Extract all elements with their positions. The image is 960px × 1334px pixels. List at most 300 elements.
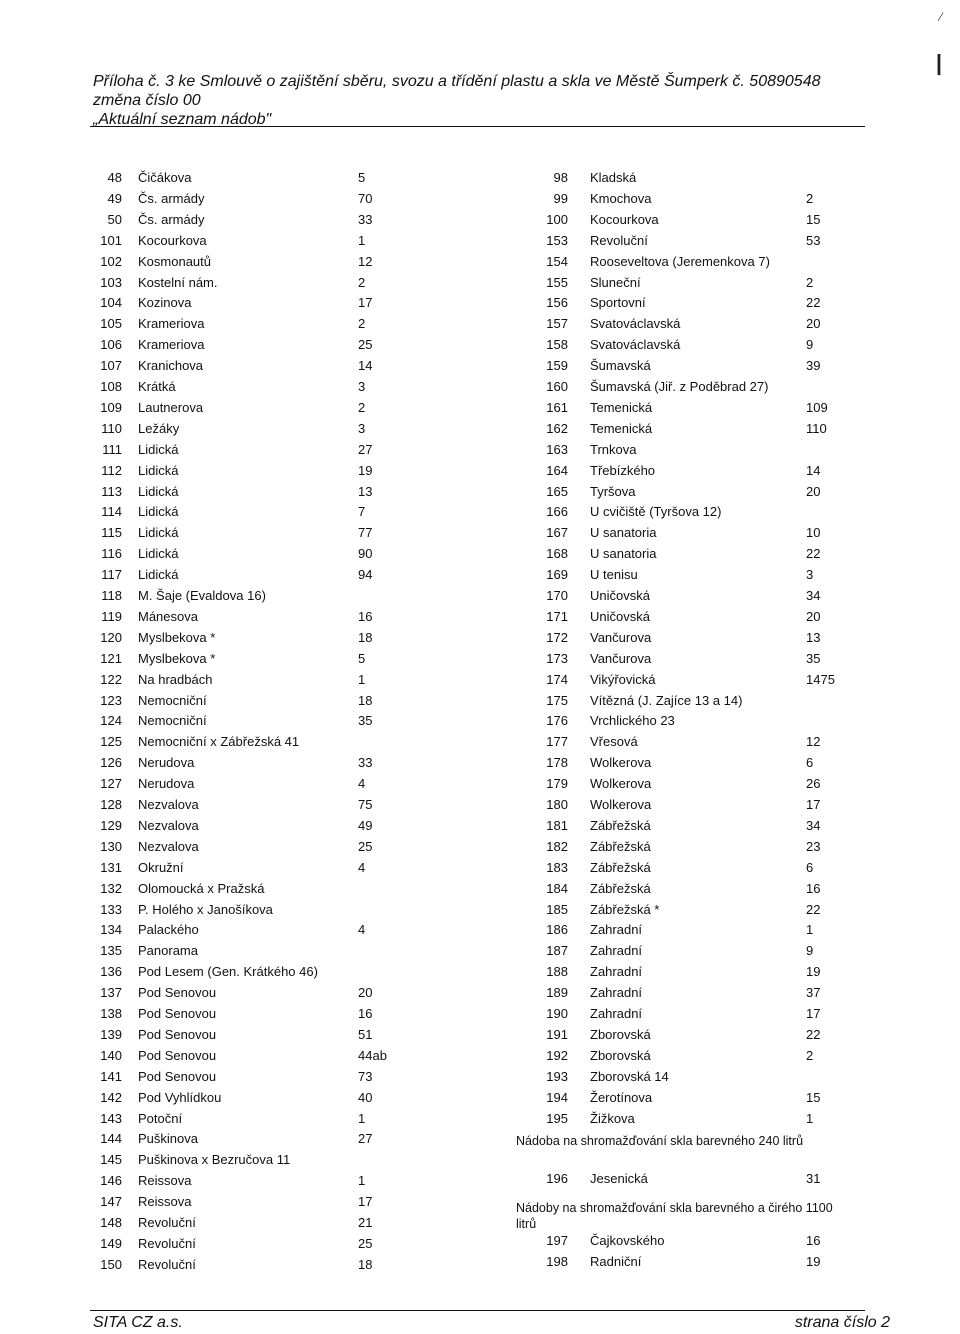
container-count: 6: [806, 859, 814, 875]
row-number: 185: [546, 901, 568, 917]
street-name: Zahradní: [590, 1006, 643, 1021]
row-number: 121: [100, 650, 122, 666]
row-number: 181: [546, 817, 568, 833]
row-number: 114: [101, 504, 122, 520]
table-row: [0, 523, 960, 543]
container-count: 35: [806, 650, 821, 666]
street-name: Čičákova: [138, 170, 192, 185]
container-count: 1: [806, 922, 814, 938]
container-count: 20: [806, 316, 821, 332]
row-number: 147: [100, 1194, 122, 1210]
row-number: 128: [100, 797, 122, 812]
table-row: [0, 607, 960, 627]
container-count: 73: [358, 1068, 373, 1084]
row-number: 187: [546, 943, 568, 959]
table-row: [0, 691, 960, 711]
row-number: 183: [546, 859, 568, 875]
table-row: [0, 774, 960, 794]
table-row: [0, 252, 960, 272]
street-name: Jesenická: [590, 1171, 648, 1187]
row-number: 150: [100, 1256, 122, 1272]
container-count: 49: [358, 817, 373, 833]
table-row: [0, 962, 960, 982]
street-name: Ležáky: [138, 420, 180, 436]
row-number: 144: [100, 1131, 122, 1147]
container-count: 18: [358, 629, 373, 645]
row-number: 108: [100, 379, 122, 394]
street-name: Vančurova: [590, 629, 652, 645]
row-number: 118: [101, 588, 122, 603]
street-name: Lidická: [138, 462, 179, 478]
row-number: 167: [546, 525, 568, 541]
street-name: Lidická: [138, 504, 179, 520]
container-count: 2: [806, 190, 814, 206]
table-row: [0, 983, 960, 1003]
row-number: 102: [100, 253, 122, 269]
row-number: 162: [546, 420, 568, 436]
row-number: 177: [546, 734, 568, 750]
row-number: 198: [546, 1253, 568, 1269]
container-count: 13: [358, 483, 373, 499]
street-name: Panorama: [138, 943, 198, 959]
container-count: 1: [358, 671, 366, 687]
container-count: 16: [358, 1006, 373, 1021]
container-count: 14: [806, 462, 821, 478]
street-name: Wolkerova: [590, 797, 652, 812]
street-name: Uničovská: [590, 608, 650, 624]
street-name: Revoluční: [138, 1215, 196, 1230]
container-count: 9: [806, 337, 814, 353]
container-count: 27: [358, 1131, 373, 1147]
container-count: 14: [358, 358, 373, 374]
container-count: 2: [806, 274, 814, 290]
table-row: [0, 210, 960, 230]
street-name: Zábřežská: [590, 817, 651, 833]
street-name: Puškinova x Bezručova 11: [138, 1152, 291, 1168]
table-row: [0, 1109, 960, 1129]
street-name: Kosmonautů: [138, 253, 211, 269]
row-number: 124: [100, 713, 122, 729]
container-count: 37: [806, 985, 821, 1001]
row-number: 116: [101, 546, 122, 562]
section-title-cont: litrů: [516, 1217, 537, 1232]
row-number: 196: [546, 1171, 568, 1187]
row-number: 197: [546, 1232, 568, 1248]
container-count: 19: [806, 1253, 821, 1269]
container-count: 2: [358, 399, 366, 415]
row-number: 98: [553, 170, 568, 185]
row-number: 123: [100, 692, 122, 708]
container-count: 16: [806, 880, 821, 896]
street-name: Šumavská (Jiř. z Poděbrad 27): [590, 379, 769, 394]
row-number: 168: [546, 546, 568, 562]
street-name: Svatováclavská: [590, 337, 681, 353]
street-name: Nemocniční: [138, 692, 207, 708]
container-count: 16: [358, 608, 373, 624]
row-number: 163: [546, 441, 568, 457]
container-count: 5: [358, 650, 366, 666]
container-count: 3: [806, 567, 814, 583]
street-name: Na hradbách: [138, 671, 213, 687]
row-number: 158: [546, 337, 568, 353]
row-number: 174: [546, 671, 568, 687]
street-name: Lidická: [138, 546, 179, 562]
row-number: 182: [546, 838, 568, 854]
street-name: Puškinova: [138, 1131, 198, 1147]
table-row: [0, 753, 960, 773]
street-name: Nerudova: [138, 755, 195, 771]
row-number: 161: [546, 399, 568, 415]
street-name: Pod Senovou: [138, 985, 217, 1001]
row-number: 137: [100, 985, 122, 1001]
row-number: 179: [546, 776, 568, 792]
street-name: Mánesova: [138, 608, 198, 624]
street-name: Potoční: [138, 1110, 183, 1126]
container-count: 17: [358, 295, 373, 311]
street-name: Tyršova: [590, 483, 636, 499]
row-number: 157: [546, 316, 568, 332]
container-count: 3: [358, 379, 366, 394]
row-number: 104: [100, 295, 122, 311]
row-number: 110: [101, 420, 122, 436]
street-name: Zborovská: [590, 1047, 651, 1063]
table-row: [0, 419, 960, 439]
table-row: [0, 565, 960, 585]
row-number: 178: [546, 755, 568, 771]
street-name: Třebízkého: [590, 462, 656, 478]
container-count: 22: [806, 1026, 821, 1042]
street-name: Pod Senovou: [138, 1047, 217, 1063]
street-name: Nemocniční x Zábřežská 41: [138, 734, 300, 750]
table-row: [0, 1004, 960, 1024]
row-number: 164: [546, 462, 568, 478]
table-row: [0, 879, 960, 899]
table-row: [0, 398, 960, 418]
row-number: 139: [100, 1026, 122, 1042]
table-row: [0, 1169, 960, 1189]
row-number: 180: [546, 797, 568, 812]
row-number: 130: [100, 838, 122, 854]
street-name: Zábřežská: [590, 880, 651, 896]
row-number: 148: [100, 1215, 122, 1230]
table-row: [0, 1046, 960, 1066]
row-number: 141: [100, 1068, 122, 1084]
street-name: Olomoucká x Pražská: [138, 880, 265, 896]
container-count: 33: [358, 211, 373, 227]
street-name: Žerotínova: [590, 1089, 653, 1105]
street-name: Reissova: [138, 1194, 192, 1210]
street-name: Vrchlického 23: [590, 713, 675, 729]
row-number: 169: [546, 567, 568, 583]
table-row: [0, 335, 960, 355]
container-count: 110: [806, 420, 827, 436]
street-name: Temenická: [590, 399, 653, 415]
row-number: 135: [100, 943, 122, 959]
row-number: 170: [546, 588, 568, 603]
row-number: 176: [546, 713, 568, 729]
street-name: Kocourkova: [138, 232, 207, 248]
street-name: Pod Senovou: [138, 1026, 217, 1042]
row-number: 138: [100, 1006, 122, 1021]
table-row: [0, 440, 960, 460]
table-row: [0, 356, 960, 376]
street-name: Lidická: [138, 567, 179, 583]
row-number: 143: [100, 1110, 122, 1126]
container-count: 31: [806, 1171, 821, 1187]
container-count: 16: [806, 1232, 821, 1248]
container-count: 4: [358, 776, 366, 792]
row-number: 48: [107, 170, 122, 185]
container-count: 21: [358, 1215, 373, 1230]
table-row: [0, 273, 960, 293]
container-count: 19: [806, 964, 821, 980]
row-number: 100: [546, 211, 568, 227]
container-count: 13: [806, 629, 821, 645]
street-name: Zahradní: [590, 922, 643, 938]
street-name: Revoluční: [138, 1235, 196, 1251]
container-count: 34: [806, 588, 821, 603]
container-count: 22: [806, 901, 821, 917]
container-count: 27: [358, 441, 373, 457]
row-number: 129: [100, 817, 122, 833]
container-count: 18: [358, 1256, 373, 1272]
row-number: 191: [546, 1026, 568, 1042]
table-row: [0, 1025, 960, 1045]
row-number: 136: [100, 964, 122, 980]
container-count: 77: [358, 525, 373, 541]
row-number: 153: [546, 232, 568, 248]
street-name: Zábřežská *: [590, 901, 660, 917]
container-count: 20: [806, 483, 821, 499]
row-number: 111: [102, 441, 122, 457]
footer-divider: [90, 1310, 865, 1311]
row-number: 186: [546, 922, 568, 938]
row-number: 165: [546, 483, 568, 499]
header-subtitle: „Aktuální seznam nádob": [93, 111, 272, 128]
street-name: Uničovská: [590, 588, 650, 603]
row-number: 154: [546, 253, 568, 269]
street-name: Kostelní nám.: [138, 274, 218, 290]
table-row: [0, 900, 960, 920]
row-number: 160: [546, 379, 568, 394]
container-count: 2: [358, 274, 366, 290]
table-row: [0, 482, 960, 502]
row-number: 134: [100, 922, 122, 938]
row-number: 146: [100, 1173, 122, 1189]
table-row: [0, 1129, 960, 1149]
container-count: 6: [806, 755, 814, 771]
container-count: 17: [806, 1006, 821, 1021]
street-name: Rooseveltova (Jeremenkova 7): [590, 253, 770, 269]
row-number: 49: [107, 190, 122, 206]
street-name: Šumavská: [590, 358, 651, 374]
container-count: 90: [358, 546, 373, 562]
header-revision: změna číslo 00: [93, 92, 201, 109]
header-divider: [90, 126, 865, 127]
street-name: Krameriova: [138, 316, 205, 332]
container-count: 15: [806, 1089, 821, 1105]
table-row: [0, 314, 960, 334]
row-number: 195: [546, 1110, 568, 1126]
table-row: [0, 1231, 960, 1251]
street-name: Vítězná (J. Zajíce 13 a 14): [590, 692, 743, 708]
row-number: 189: [546, 985, 568, 1001]
container-count: 33: [358, 755, 373, 771]
row-number: 119: [101, 608, 122, 624]
street-name: Kocourkova: [590, 211, 659, 227]
container-count: 22: [806, 546, 821, 562]
street-name: P. Holého x Janošíkova: [138, 901, 273, 917]
container-count: 25: [358, 1235, 373, 1251]
street-name: Temenická: [590, 420, 653, 436]
row-number: 107: [100, 358, 122, 374]
row-number: 172: [546, 629, 568, 645]
street-name: Wolkerova: [590, 755, 652, 771]
container-count: 9: [806, 943, 814, 959]
row-number: 145: [100, 1152, 122, 1168]
container-count: 40: [358, 1089, 373, 1105]
margin-mark-icon: |: [935, 50, 942, 75]
table-row: [0, 858, 960, 878]
container-count: 39: [806, 358, 821, 374]
street-name: Reissova: [138, 1173, 192, 1189]
street-name: Žižkova: [590, 1110, 635, 1126]
section-title: Nádoba na shromažďování skla barevného 240 litrů: [516, 1134, 804, 1149]
street-name: Čajkovského: [590, 1232, 665, 1248]
container-count: 22: [806, 295, 821, 311]
container-count: 3: [358, 420, 366, 436]
street-name: Okružní: [138, 859, 184, 875]
table-row: [0, 502, 960, 522]
container-count: 25: [358, 337, 373, 353]
row-number: 166: [546, 504, 568, 520]
container-count: 75: [358, 797, 373, 812]
corner-mark-icon: ⁄: [939, 10, 942, 24]
row-number: 133: [100, 901, 122, 917]
container-count: 26: [806, 776, 821, 792]
street-name: Lidická: [138, 483, 179, 499]
street-name: U tenisu: [590, 567, 638, 583]
table-row: [0, 711, 960, 731]
street-name: Myslbekova *: [138, 629, 216, 645]
row-number: 113: [101, 483, 122, 499]
row-number: 101: [100, 232, 122, 248]
street-name: M. Šaje (Evaldova 16): [138, 588, 266, 603]
street-name: Zahradní: [590, 943, 643, 959]
container-count: 35: [358, 713, 373, 729]
row-number: 126: [100, 755, 122, 771]
street-name: Nezvalova: [138, 838, 199, 854]
street-name: Svatováclavská: [590, 316, 681, 332]
table-row: [0, 461, 960, 481]
row-number: 106: [100, 337, 122, 353]
street-name: Krátká: [138, 379, 176, 394]
row-number: 132: [100, 880, 122, 896]
row-number: 112: [101, 462, 122, 478]
container-count: 2: [806, 1047, 814, 1063]
container-count: 2: [358, 316, 366, 332]
table-row: [0, 544, 960, 564]
street-name: Palackého: [138, 922, 199, 938]
street-name: Zborovská 14: [590, 1068, 669, 1084]
container-count: 1475: [806, 671, 835, 687]
row-number: 105: [100, 316, 122, 332]
street-name: Myslbekova *: [138, 650, 216, 666]
table-row: [0, 816, 960, 836]
row-number: 50: [107, 211, 122, 227]
container-count: 1: [358, 1110, 366, 1126]
table-row: [0, 189, 960, 209]
street-name: Revoluční: [138, 1256, 196, 1272]
street-name: Kranichova: [138, 358, 204, 374]
row-number: 184: [546, 880, 568, 896]
row-number: 190: [546, 1006, 568, 1021]
row-number: 194: [546, 1089, 568, 1105]
row-number: 125: [100, 734, 122, 750]
street-name: Revoluční: [590, 232, 648, 248]
row-number: 122: [100, 671, 122, 687]
container-count: 20: [358, 985, 373, 1001]
street-name: Vřesová: [590, 734, 638, 750]
row-number: 142: [100, 1089, 122, 1105]
street-name: Sluneční: [590, 274, 641, 290]
table-row: [0, 293, 960, 313]
table-row: [0, 649, 960, 669]
table-row: [0, 231, 960, 251]
street-name: Radniční: [590, 1253, 642, 1269]
container-count: 19: [358, 462, 373, 478]
row-number: 103: [100, 274, 122, 290]
street-name: Nerudova: [138, 776, 195, 792]
container-count: 34: [806, 817, 821, 833]
street-name: Pod Lesem (Gen. Krátkého 46): [138, 964, 318, 980]
container-count: 5: [358, 170, 366, 185]
street-name: Zahradní: [590, 985, 643, 1001]
street-name: Nezvalova: [138, 797, 199, 812]
table-row: [0, 795, 960, 815]
table-row: [0, 1252, 960, 1272]
street-name: Kladská: [590, 170, 637, 185]
street-name: Pod Senovou: [138, 1006, 217, 1021]
street-name: Kozinova: [138, 295, 192, 311]
container-count: 94: [358, 567, 373, 583]
row-number: 188: [546, 964, 568, 980]
footer-page-number: strana číslo 2: [794, 1314, 890, 1331]
street-name: Pod Senovou: [138, 1068, 217, 1084]
section-title: Nádoby na shromažďování skla barevného a čirého 1100: [516, 1201, 833, 1216]
street-name: Krameriova: [138, 337, 205, 353]
row-number: 192: [546, 1047, 568, 1063]
table-row: [0, 586, 960, 606]
row-number: 156: [546, 295, 568, 311]
street-name: U cvičiště (Tyršova 12): [590, 504, 722, 520]
street-name: U sanatoria: [590, 525, 657, 541]
container-count: 7: [358, 504, 366, 520]
street-name: Zábřežská: [590, 838, 651, 854]
row-number: 149: [100, 1235, 122, 1251]
row-number: 155: [546, 274, 568, 290]
container-count: 10: [806, 525, 821, 541]
street-name: Zábřežská: [590, 859, 651, 875]
street-name: Lautnerova: [138, 399, 204, 415]
street-name: Čs. armády: [138, 190, 205, 206]
table-row: [0, 168, 960, 188]
row-number: 173: [546, 650, 568, 666]
container-count: 17: [358, 1194, 373, 1210]
header-title: Příloha č. 3 ke Smlouvě o zajištění sběru, svozu a třídění plastu a skla ve Městě Šumperk č. 50890548: [93, 73, 821, 90]
street-name: Vančurova: [590, 650, 652, 666]
table-row: [0, 670, 960, 690]
